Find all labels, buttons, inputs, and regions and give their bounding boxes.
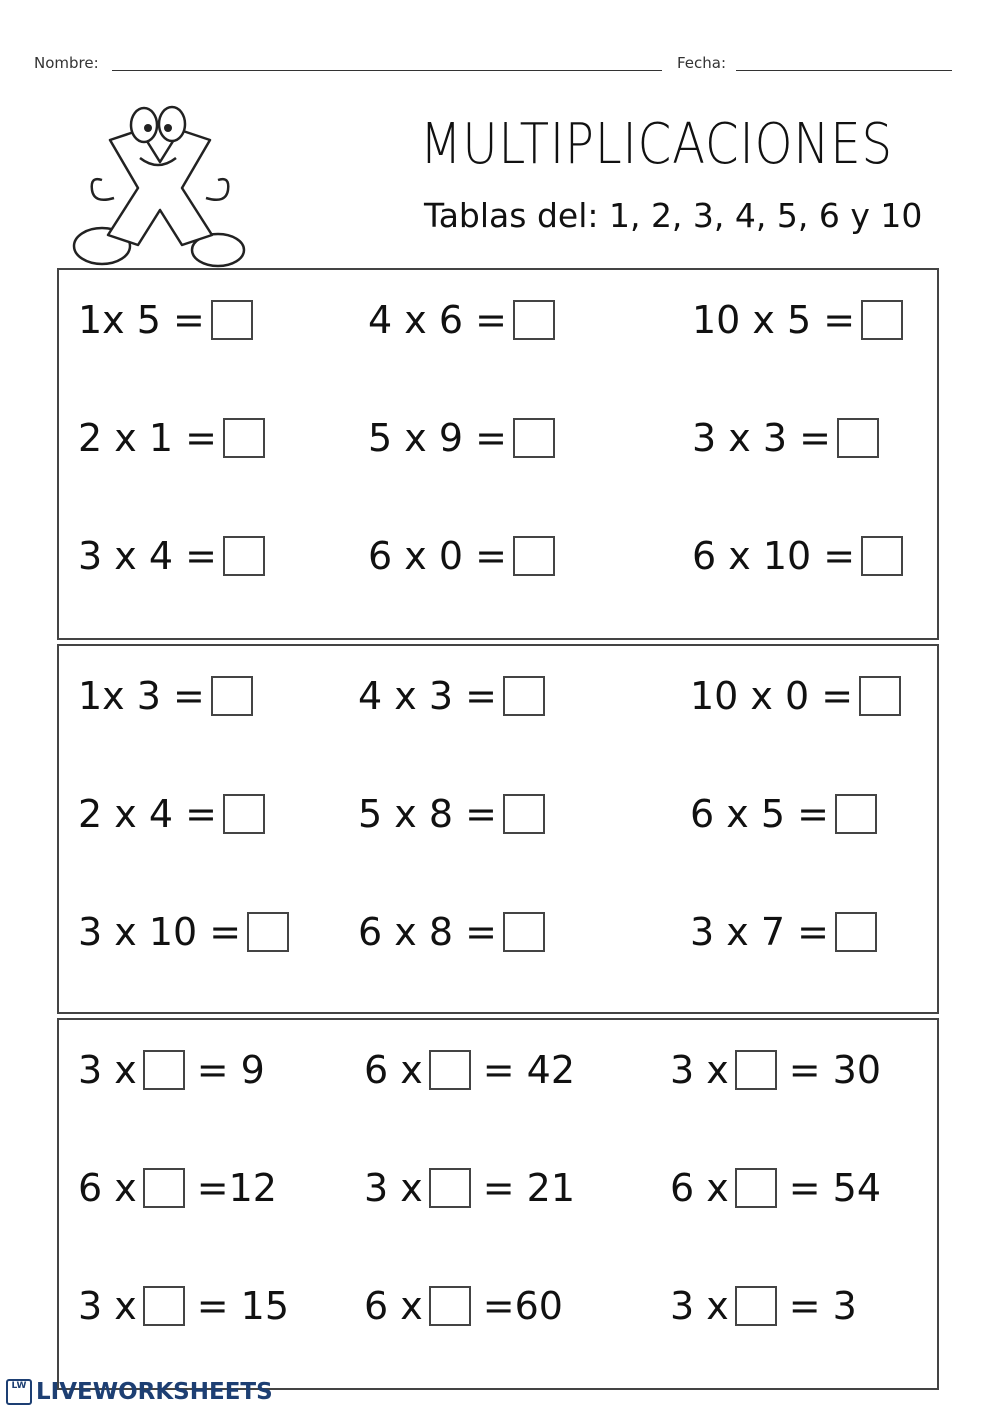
problem-s1-r1-c2 [368, 298, 561, 342]
answer-box[interactable] [513, 418, 555, 458]
answer-box[interactable] [735, 1050, 777, 1090]
problem-s1-r1-c3 [692, 298, 909, 342]
problem-s2-r2-c3 [690, 792, 883, 836]
footer-brand-text: LIVEWORKSHEETS [36, 1379, 273, 1405]
problem-left-text: 5 x 9 = [368, 416, 507, 460]
problem-right-text: = 30 [788, 1048, 882, 1092]
problem-left-text: 3 x 4 = [78, 534, 217, 578]
problem-s3-r2-c1 [78, 1166, 277, 1210]
footer-brand [6, 1379, 273, 1405]
problem-s3-r3-c3 [670, 1284, 857, 1328]
problem-left-text: 4 x 6 = [368, 298, 507, 342]
problem-s2-r3-c3 [690, 910, 883, 954]
answer-box[interactable] [503, 912, 545, 952]
page-subtitle: Tablas del: 1, 2, 3, 4, 5, 6 y 10 [424, 196, 923, 235]
problem-s2-r2-c1 [78, 792, 271, 836]
problem-s3-r2-c3 [670, 1166, 881, 1210]
problem-right-text: =12 [196, 1166, 277, 1210]
problem-left-text: 3 x 7 = [690, 910, 829, 954]
problem-s1-r2-c1 [78, 416, 271, 460]
problem-left-text: 3 x [78, 1048, 137, 1092]
answer-box[interactable] [429, 1050, 471, 1090]
problem-s2-r2-c2 [358, 792, 551, 836]
answer-box[interactable] [143, 1286, 185, 1326]
problem-left-text: 1x 3 = [78, 674, 205, 718]
problem-s1-r3-c2 [368, 534, 561, 578]
answer-box[interactable] [513, 536, 555, 576]
problem-s3-r1-c3 [670, 1048, 881, 1092]
answer-box[interactable] [837, 418, 879, 458]
answer-box[interactable] [513, 300, 555, 340]
problem-s1-r2-c2 [368, 416, 561, 460]
answer-box[interactable] [503, 676, 545, 716]
answer-box[interactable] [861, 536, 903, 576]
answer-box[interactable] [429, 1286, 471, 1326]
problem-s3-r1-c1 [78, 1048, 265, 1092]
problem-left-text: 3 x [78, 1284, 137, 1328]
problem-right-text: = 42 [482, 1048, 576, 1092]
problem-left-text: 4 x 3 = [358, 674, 497, 718]
problem-s2-r3-c2 [358, 910, 551, 954]
problem-s1-r3-c1 [78, 534, 271, 578]
problem-left-text: 6 x 0 = [368, 534, 507, 578]
answer-box[interactable] [211, 676, 253, 716]
answer-box[interactable] [859, 676, 901, 716]
date-label: Fecha: [677, 54, 727, 72]
problem-right-text: =60 [482, 1284, 563, 1328]
problem-left-text: 3 x [670, 1284, 729, 1328]
answer-box[interactable] [735, 1168, 777, 1208]
name-field[interactable] [112, 70, 662, 71]
problem-left-text: 3 x [670, 1048, 729, 1092]
problem-left-text: 6 x 10 = [692, 534, 856, 578]
problem-left-text: 1x 5 = [78, 298, 205, 342]
answer-box[interactable] [735, 1286, 777, 1326]
problem-left-text: 3 x 3 = [692, 416, 831, 460]
answer-box[interactable] [223, 418, 265, 458]
answer-box[interactable] [429, 1168, 471, 1208]
problem-right-text: = 54 [788, 1166, 882, 1210]
problem-right-text: = 15 [196, 1284, 290, 1328]
name-label: Nombre: [34, 54, 99, 72]
answer-box[interactable] [223, 794, 265, 834]
problem-right-text: = 21 [482, 1166, 576, 1210]
problem-left-text: 2 x 1 = [78, 416, 217, 460]
problem-left-text: 6 x 8 = [358, 910, 497, 954]
problem-right-text: = 9 [196, 1048, 265, 1092]
answer-box[interactable] [211, 300, 253, 340]
problem-left-text: 10 x 0 = [690, 674, 854, 718]
problem-left-text: 5 x 8 = [358, 792, 497, 836]
problem-s1-r1-c1 [78, 298, 259, 342]
answer-box[interactable] [503, 794, 545, 834]
multiplication-mascot-icon [70, 100, 250, 275]
problem-s3-r3-c2 [364, 1284, 563, 1328]
problem-left-text: 6 x [78, 1166, 137, 1210]
problem-left-text: 10 x 5 = [692, 298, 856, 342]
problem-left-text: 6 x 5 = [690, 792, 829, 836]
problem-s2-r1-c2 [358, 674, 551, 718]
date-field[interactable] [736, 70, 952, 71]
problem-left-text: 6 x [364, 1284, 423, 1328]
liveworksheets-logo-icon: LW [6, 1379, 32, 1405]
problem-s3-r3-c1 [78, 1284, 289, 1328]
problem-left-text: 2 x 4 = [78, 792, 217, 836]
answer-box[interactable] [143, 1168, 185, 1208]
problem-s1-r2-c3 [692, 416, 885, 460]
answer-box[interactable] [835, 912, 877, 952]
problem-s3-r1-c2 [364, 1048, 575, 1092]
answer-box[interactable] [247, 912, 289, 952]
problem-s3-r2-c2 [364, 1166, 575, 1210]
problem-right-text: = 3 [788, 1284, 857, 1328]
problem-s2-r3-c1 [78, 910, 295, 954]
answer-box[interactable] [223, 536, 265, 576]
problem-s1-r3-c3 [692, 534, 909, 578]
problem-s2-r1-c3 [690, 674, 907, 718]
answer-box[interactable] [861, 300, 903, 340]
problem-left-text: 3 x 10 = [78, 910, 242, 954]
answer-box[interactable] [143, 1050, 185, 1090]
page-title: MULTIPLICACIONES [420, 112, 893, 177]
problem-s2-r1-c1 [78, 674, 259, 718]
answer-box[interactable] [835, 794, 877, 834]
problem-left-text: 6 x [364, 1048, 423, 1092]
problem-left-text: 3 x [364, 1166, 423, 1210]
problem-left-text: 6 x [670, 1166, 729, 1210]
